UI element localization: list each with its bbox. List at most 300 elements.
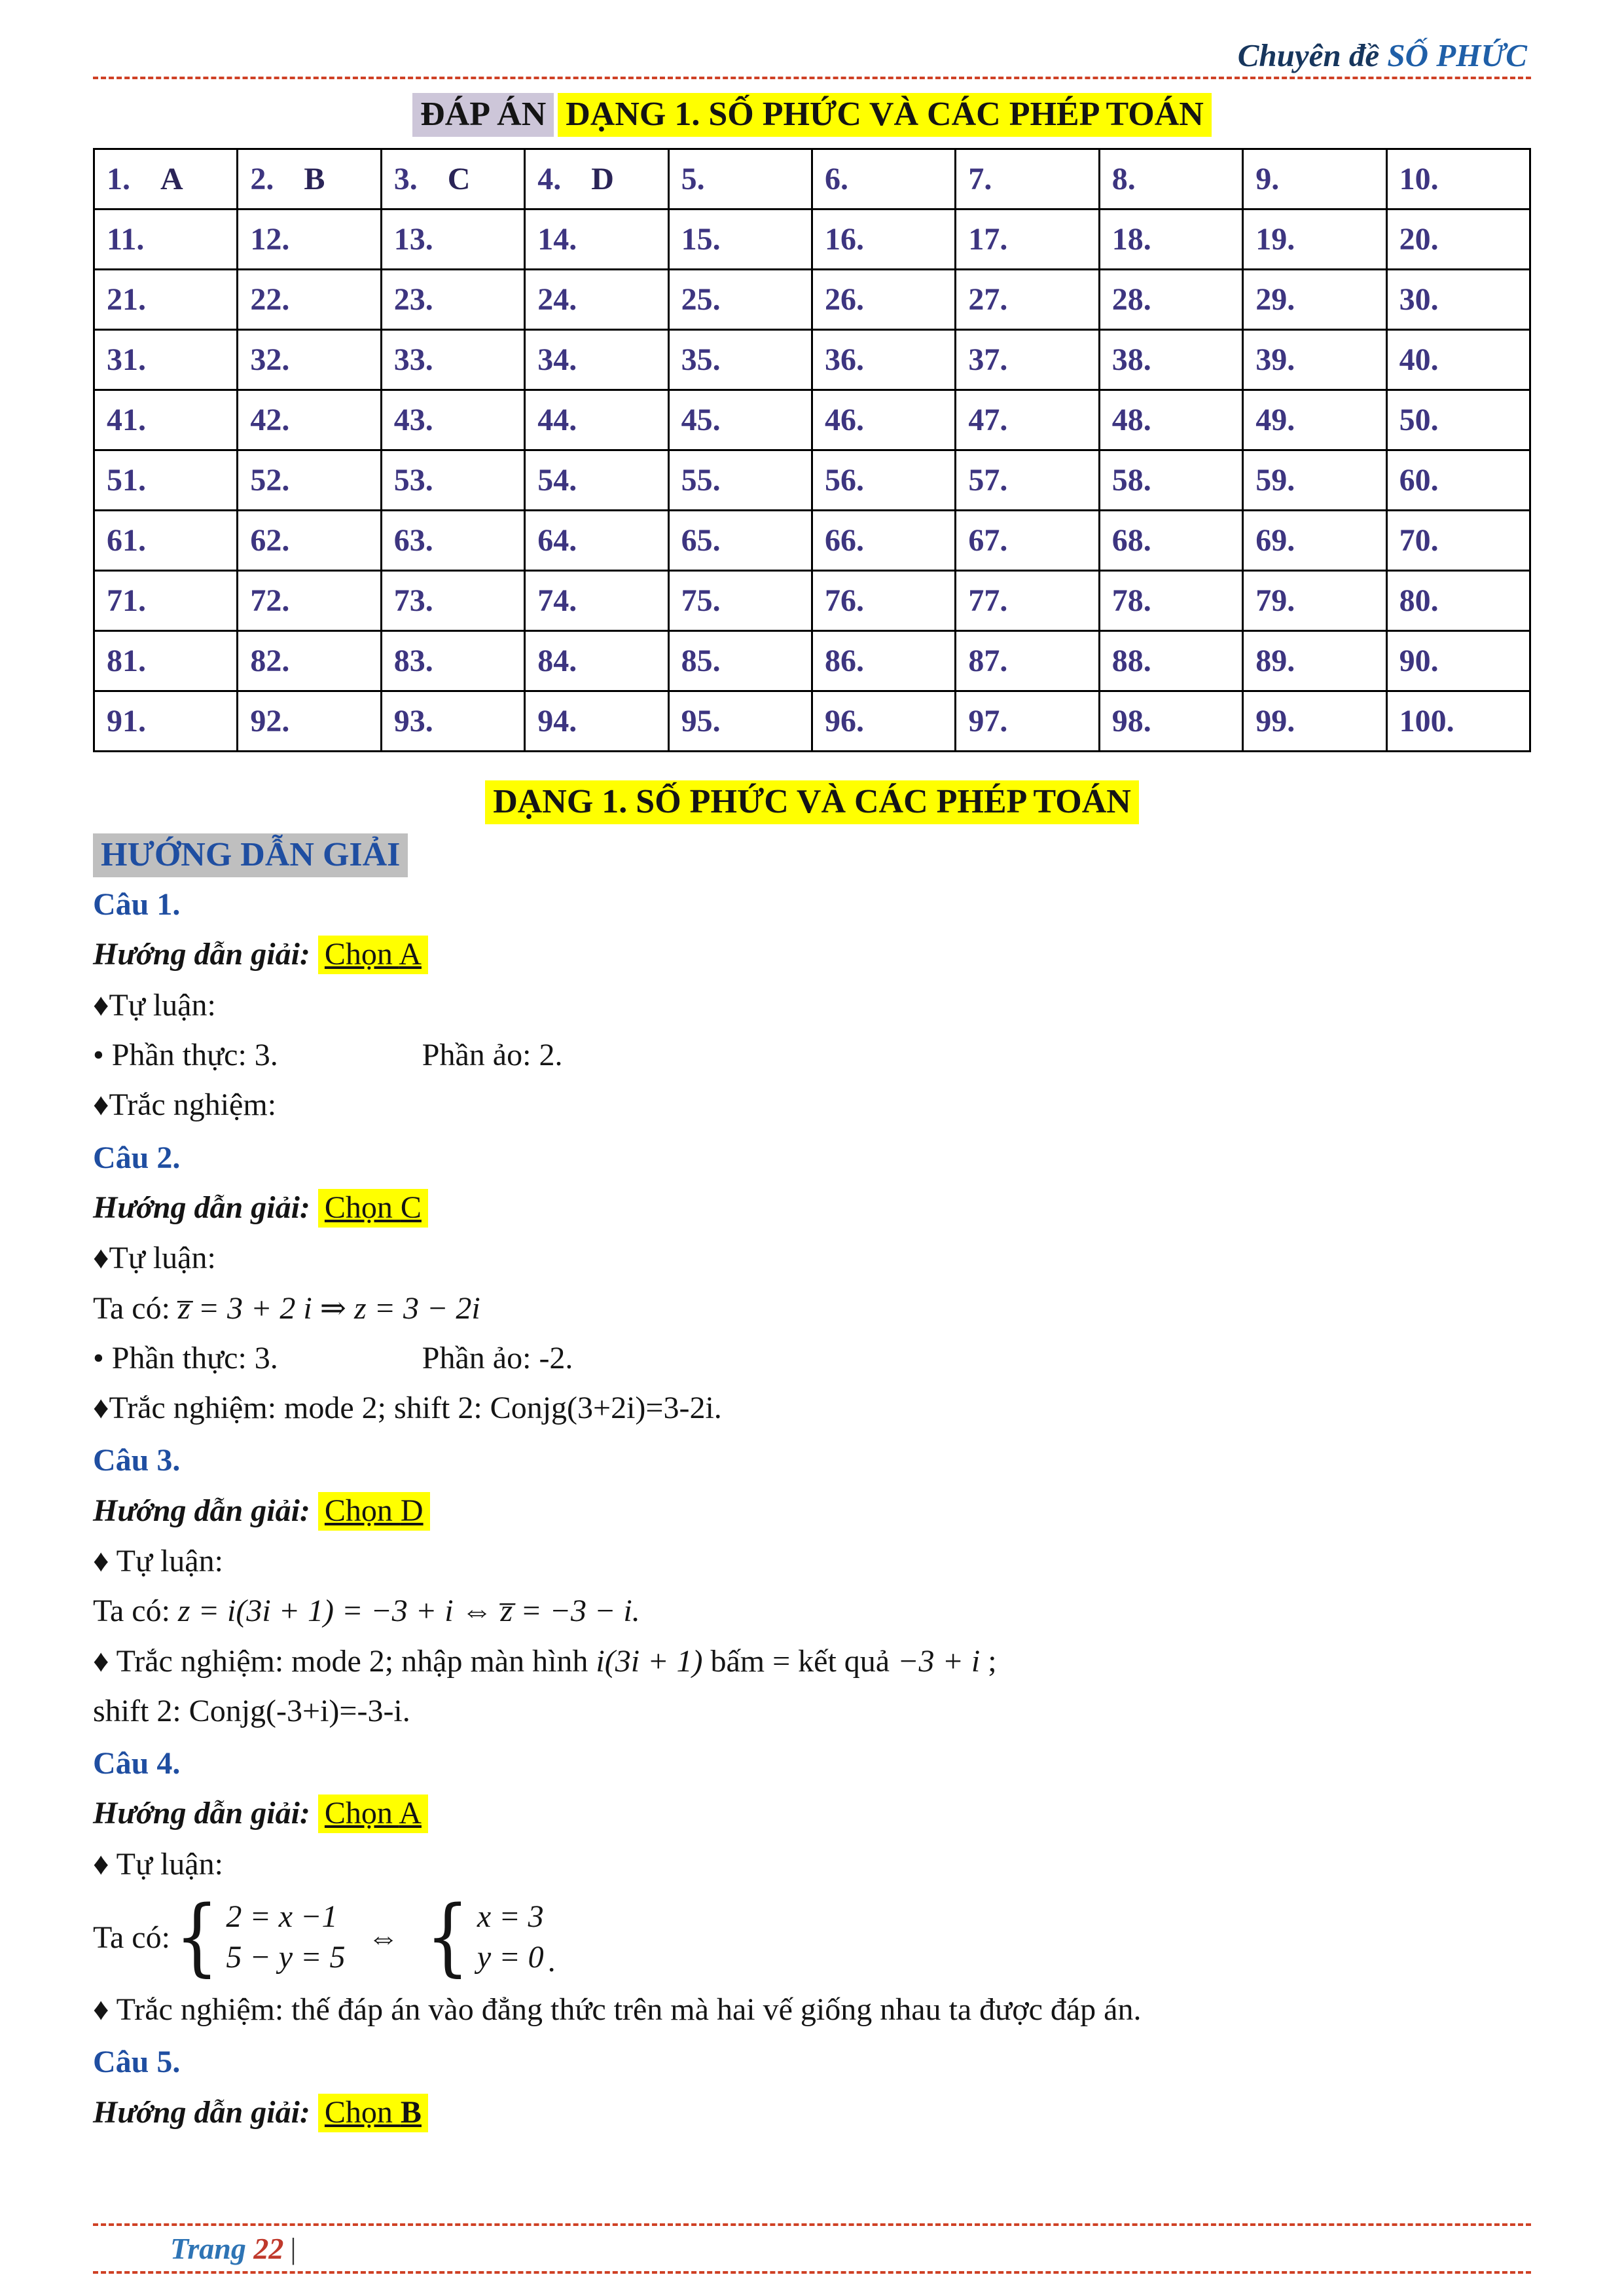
- footer-divider: [93, 2223, 1531, 2226]
- text-line: [93, 1590, 1531, 1633]
- guide-label: Hướng dẫn giải:: [93, 1493, 310, 1528]
- answer-cell: [1244, 692, 1387, 752]
- answer-cell: [1244, 331, 1387, 391]
- chosen-answer-letter: D: [400, 1493, 424, 1528]
- line-text: ♦ Trắc nghiệm: mode 2; nhập màn hình: [93, 1643, 596, 1679]
- question-label: Câu 5.: [93, 2045, 181, 2080]
- answer-number: 54.: [537, 463, 577, 498]
- answer-cell: [1388, 692, 1531, 752]
- answer-cell: [1244, 632, 1387, 692]
- answer-cell: [956, 150, 1100, 210]
- answer-cell: [813, 210, 956, 270]
- chon-word: Chọn: [324, 1493, 401, 1528]
- answer-cell: [670, 451, 813, 511]
- answer-cell: [526, 270, 669, 331]
- answer-cell: [1244, 150, 1387, 210]
- answer-cell: [813, 270, 956, 331]
- answer-number: 86.: [824, 644, 864, 678]
- answer-cell: [813, 331, 956, 391]
- answer-number: 22.: [250, 282, 290, 317]
- answer-cell: [956, 451, 1100, 511]
- footer-separator: |: [290, 2232, 297, 2265]
- answer-number: 4.: [537, 162, 562, 196]
- chosen-answer-letter: A: [399, 1796, 422, 1831]
- answer-number: 66.: [824, 523, 864, 558]
- section-title: [93, 782, 1531, 821]
- answer-number: 27.: [968, 282, 1008, 317]
- line-text: ;: [980, 1643, 997, 1679]
- answer-number: 63.: [393, 523, 433, 558]
- equation: y = 0: [477, 1940, 544, 1975]
- answer-number: 56.: [824, 463, 864, 498]
- answer-number: 61.: [107, 523, 146, 558]
- answer-number: 79.: [1255, 583, 1295, 618]
- equation-column: [477, 1897, 544, 1978]
- answer-number: 99.: [1255, 704, 1295, 738]
- answer-cell: [956, 511, 1100, 572]
- answer-cell: [1100, 451, 1244, 511]
- chon-word: Chọn: [324, 2094, 401, 2130]
- answer-number: 8.: [1111, 162, 1136, 196]
- answer-number: 42.: [250, 403, 290, 437]
- answer-cell: [1100, 270, 1244, 331]
- text-line: [93, 1387, 1531, 1430]
- question-block: [93, 1137, 1531, 1430]
- answer-cell: [238, 632, 382, 692]
- answer-number: 39.: [1255, 342, 1295, 377]
- answer-number: 71.: [107, 583, 146, 618]
- answer-number: 9.: [1255, 162, 1280, 196]
- question-block: [93, 1742, 1531, 2032]
- equation-group: [421, 1888, 544, 1986]
- answer-number: 7.: [968, 162, 992, 196]
- answer-cell: [1100, 632, 1244, 692]
- answer-cell: [1388, 210, 1531, 270]
- line-text: ♦ Tự luận:: [93, 1846, 223, 1882]
- answer-cell: [95, 632, 238, 692]
- answer-cell: [1244, 210, 1387, 270]
- answer-number: 18.: [1111, 222, 1151, 257]
- chosen-answer-highlight: [318, 1189, 428, 1228]
- text-line: [93, 1843, 1531, 1886]
- footer-page-label: Trang: [170, 2232, 254, 2265]
- answer-cell: [238, 511, 382, 572]
- answer-number: 14.: [537, 222, 577, 257]
- answer-number: 15.: [681, 222, 721, 257]
- answer-cell: [382, 572, 526, 632]
- answer-number: 87.: [968, 644, 1008, 678]
- answer-cell: [238, 692, 382, 752]
- answer-cell: [956, 270, 1100, 331]
- line-text: Ta có:: [93, 1594, 178, 1629]
- guide-line: [93, 1791, 1531, 1836]
- answer-cell: [1388, 511, 1531, 572]
- answer-number: 13.: [393, 222, 433, 257]
- answer-number: 3.: [393, 162, 418, 196]
- answer-number: 73.: [393, 583, 433, 618]
- line-text: ♦Tự luận:: [93, 1241, 216, 1276]
- answer-cell: [1100, 331, 1244, 391]
- left-brace: {: [175, 1888, 219, 1986]
- answer-number: 85.: [681, 644, 721, 678]
- answer-number: 76.: [824, 583, 864, 618]
- line-text: Phần ảo: 2.: [422, 1038, 563, 1073]
- answer-cell: [1388, 331, 1531, 391]
- footer-text: [93, 2231, 1531, 2266]
- answer-cell: [956, 692, 1100, 752]
- answer-cell: [526, 391, 669, 451]
- answer-cell: [95, 331, 238, 391]
- equation-column: [226, 1897, 345, 1978]
- answer-number: 10.: [1399, 162, 1439, 196]
- question-block: [93, 2041, 1531, 2135]
- answer-number: 81.: [107, 644, 146, 678]
- answer-number: 100.: [1399, 704, 1454, 738]
- answer-number: 1.: [107, 162, 130, 196]
- answer-cell: [95, 511, 238, 572]
- line-text: ♦ Trắc nghiệm: thế đáp án vào đẳng thức trên mà hai vế giống nhau ta được đáp án.: [93, 1992, 1142, 2028]
- chosen-answer-highlight: [318, 1795, 428, 1833]
- chon-word: Chọn: [324, 937, 399, 972]
- answer-cell: [1388, 451, 1531, 511]
- answer-cell: [813, 632, 956, 692]
- answer-cell: [95, 391, 238, 451]
- chosen-answer-letter: A: [399, 937, 422, 972]
- answer-cell: [382, 511, 526, 572]
- answer-cell: [1100, 391, 1244, 451]
- chon-word: Chọn: [324, 1190, 401, 1225]
- answer-cell: [1244, 572, 1387, 632]
- answer-number: 62.: [250, 523, 290, 558]
- answer-key-topic: DẠNG 1. SỐ PHỨC VÀ CÁC PHÉP TOÁN: [558, 93, 1212, 137]
- answer-cell: [526, 331, 669, 391]
- guide-label: Hướng dẫn giải:: [93, 937, 310, 972]
- footer-bottom-divider: [93, 2271, 1531, 2274]
- header-divider: [93, 77, 1531, 79]
- answer-number: 88.: [1111, 644, 1151, 678]
- chosen-answer-letter: C: [400, 1190, 422, 1225]
- line-text: • Phần thực: 3.: [93, 1340, 278, 1376]
- answer-number: 35.: [681, 342, 721, 377]
- answer-number: 60.: [1399, 463, 1439, 498]
- answer-cell: [526, 451, 669, 511]
- answer-cell: [95, 150, 238, 210]
- answer-number: 57.: [968, 463, 1008, 498]
- answer-number: 37.: [968, 342, 1008, 377]
- answer-number: 5.: [681, 162, 705, 196]
- text-line: [93, 1237, 1531, 1280]
- answer-number: 46.: [824, 403, 864, 437]
- chosen-answer-letter: B: [400, 2094, 422, 2130]
- guide-line: [93, 1185, 1531, 1231]
- answer-number: 82.: [250, 644, 290, 678]
- answer-cell: [1388, 572, 1531, 632]
- answer-cell: [526, 210, 669, 270]
- answer-number: 84.: [537, 644, 577, 678]
- answer-number: 80.: [1399, 583, 1439, 618]
- answer-number: 34.: [537, 342, 577, 377]
- answer-cell: [95, 572, 238, 632]
- answer-number: 67.: [968, 523, 1008, 558]
- text-line: [93, 1287, 1531, 1330]
- answer-cell: [526, 511, 669, 572]
- answer-letter: A: [160, 162, 183, 196]
- answer-number: 58.: [1111, 463, 1151, 498]
- answer-cell: [382, 150, 526, 210]
- guide-line: [93, 1488, 1531, 1534]
- line-text: ♦Trắc nghiệm:: [93, 1087, 277, 1123]
- answer-cell: [526, 632, 669, 692]
- answer-number: 70.: [1399, 523, 1439, 558]
- answer-number: 89.: [1255, 644, 1295, 678]
- answer-cell: [813, 451, 956, 511]
- answer-number: 24.: [537, 282, 577, 317]
- answer-number: 40.: [1399, 342, 1439, 377]
- answer-number: 20.: [1399, 222, 1439, 257]
- equation: 2 = x −1: [226, 1899, 338, 1934]
- answer-key-label: ĐÁP ÁN: [412, 93, 554, 137]
- answer-cell: [670, 572, 813, 632]
- chosen-answer-highlight: [318, 2094, 428, 2132]
- answer-cell: [382, 391, 526, 451]
- section-title-text: DẠNG 1. SỐ PHỨC VÀ CÁC PHÉP TOÁN: [485, 780, 1139, 824]
- answer-cell: [526, 572, 669, 632]
- answer-cell: [670, 331, 813, 391]
- answer-cell: [95, 451, 238, 511]
- equivalence-operator: ⇔: [367, 1920, 399, 1955]
- answer-cell: [670, 270, 813, 331]
- answer-number: 91.: [107, 704, 146, 738]
- answer-cell: [1388, 391, 1531, 451]
- text-line: [93, 984, 1531, 1027]
- question-block: [93, 1439, 1531, 1733]
- answer-number: 96.: [824, 704, 864, 738]
- answer-number: 59.: [1255, 463, 1295, 498]
- answer-number: 74.: [537, 583, 577, 618]
- answer-number: 38.: [1111, 342, 1151, 377]
- line-text: ♦Trắc nghiệm: mode 2; shift 2: Conjg(3+2i)=3-2i.: [93, 1391, 722, 1426]
- line-text: • Phần thực: 3.: [93, 1038, 278, 1073]
- text-line: [93, 1084, 1531, 1127]
- answer-number: 12.: [250, 222, 290, 257]
- answer-number: 17.: [968, 222, 1008, 257]
- answer-number: 95.: [681, 704, 721, 738]
- guide-line: [93, 932, 1531, 977]
- answer-key-title: [93, 95, 1531, 134]
- answer-number: 44.: [537, 403, 577, 437]
- answer-number: 90.: [1399, 644, 1439, 678]
- answer-number: 53.: [393, 463, 433, 498]
- answer-cell: [956, 572, 1100, 632]
- answer-number: 77.: [968, 583, 1008, 618]
- answer-cell: [670, 150, 813, 210]
- header-series-label: Chuyên đề: [1237, 37, 1388, 73]
- answer-number: 2.: [250, 162, 274, 196]
- answer-cell: [670, 391, 813, 451]
- math-expression: −3 + i: [897, 1643, 981, 1679]
- answer-cell: [382, 210, 526, 270]
- text-line: [93, 1540, 1531, 1583]
- answer-cell: [1244, 391, 1387, 451]
- line-text: Ta có:: [93, 1920, 170, 1955]
- guide-label: Hướng dẫn giải:: [93, 2094, 310, 2130]
- answer-cell: [238, 270, 382, 331]
- question-label: Câu 3.: [93, 1443, 181, 1478]
- text-line: [93, 1690, 1531, 1733]
- line-text: Phần ảo: -2.: [422, 1340, 573, 1376]
- answer-cell: [526, 150, 669, 210]
- answer-cell: [1100, 511, 1244, 572]
- answer-cell: [670, 210, 813, 270]
- answer-cell: [95, 270, 238, 331]
- answer-number: 68.: [1111, 523, 1151, 558]
- answer-number: 36.: [824, 342, 864, 377]
- page-header: [93, 37, 1531, 74]
- guide-line: [93, 2090, 1531, 2136]
- answer-number: 50.: [1399, 403, 1439, 437]
- line-text: ♦Tự luận:: [93, 987, 216, 1023]
- left-brace: {: [425, 1888, 470, 1986]
- answer-cell: [382, 270, 526, 331]
- answer-cell: [1100, 692, 1244, 752]
- answer-cell: [1244, 511, 1387, 572]
- answer-number: 52.: [250, 463, 290, 498]
- answer-cell: [95, 692, 238, 752]
- answer-cell: [238, 391, 382, 451]
- answer-number: 45.: [681, 403, 721, 437]
- chosen-answer-highlight: [318, 936, 428, 974]
- answer-cell: [670, 692, 813, 752]
- answer-number: 51.: [107, 463, 146, 498]
- answer-number: 49.: [1255, 403, 1295, 437]
- math-expression: z = i(3i + 1) = −3 + i ⇔ z̅ = −3 − i.: [177, 1594, 640, 1629]
- answer-cell: [670, 511, 813, 572]
- text-line: [93, 1337, 1531, 1380]
- answer-number: 75.: [681, 583, 721, 618]
- answer-cell: [238, 572, 382, 632]
- question-block: [93, 883, 1531, 1127]
- answer-number: 94.: [537, 704, 577, 738]
- answer-cell: [813, 391, 956, 451]
- answer-cell: [956, 391, 1100, 451]
- answer-cell: [1388, 632, 1531, 692]
- answer-cell: [1100, 210, 1244, 270]
- answer-number: 41.: [107, 403, 146, 437]
- answer-number: 16.: [824, 222, 864, 257]
- line-text: .: [547, 1944, 556, 1979]
- chosen-answer-highlight: [318, 1492, 430, 1531]
- answer-number: 98.: [1111, 704, 1151, 738]
- text-line: [93, 1988, 1531, 2032]
- answer-cell: [95, 210, 238, 270]
- answer-letter: C: [447, 162, 471, 196]
- answer-grid: [93, 148, 1531, 752]
- answer-number: 11.: [107, 222, 145, 257]
- header-topic-label: SỐ PHỨC: [1387, 37, 1527, 73]
- answer-number: 43.: [393, 403, 433, 437]
- answer-cell: [1100, 572, 1244, 632]
- text-line: [93, 1034, 1531, 1077]
- answer-number: 72.: [250, 583, 290, 618]
- answer-cell: [382, 632, 526, 692]
- answer-cell: [238, 150, 382, 210]
- answer-number: 21.: [107, 282, 146, 317]
- answer-cell: [813, 511, 956, 572]
- answer-number: 25.: [681, 282, 721, 317]
- answer-number: 55.: [681, 463, 721, 498]
- answer-number: 26.: [824, 282, 864, 317]
- solution-guide-heading: [93, 835, 1531, 874]
- math-expression: z̅ = 3 + 2 i ⇒ z = 3 − 2i: [177, 1290, 480, 1326]
- answer-cell: [238, 331, 382, 391]
- answer-cell: [813, 572, 956, 632]
- answer-cell: [526, 692, 669, 752]
- answer-number: 6.: [824, 162, 848, 196]
- line-text: ♦ Tự luận:: [93, 1544, 223, 1579]
- footer-page-number: 22: [253, 2232, 284, 2265]
- answer-number: 92.: [250, 704, 290, 738]
- answer-cell: [1100, 150, 1244, 210]
- answer-cell: [813, 150, 956, 210]
- answer-cell: [1388, 270, 1531, 331]
- answer-number: 23.: [393, 282, 433, 317]
- chon-word: Chọn: [324, 1796, 399, 1831]
- answer-cell: [670, 632, 813, 692]
- equation: x = 3: [477, 1899, 544, 1934]
- answer-number: 65.: [681, 523, 721, 558]
- answer-cell: [956, 632, 1100, 692]
- answer-letter: B: [304, 162, 325, 196]
- answer-number: 47.: [968, 403, 1008, 437]
- answer-cell: [956, 210, 1100, 270]
- answer-cell: [238, 451, 382, 511]
- answer-cell: [382, 451, 526, 511]
- answer-cell: [382, 331, 526, 391]
- guide-label: Hướng dẫn giải:: [93, 1190, 310, 1225]
- line-text: shift 2: Conjg(-3+i)=-3-i.: [93, 1693, 410, 1728]
- equation-system-line: [93, 1888, 1531, 1986]
- line-text: Ta có:: [93, 1290, 178, 1326]
- solution-guide-heading-text: HƯỚNG DẪN GIẢI: [93, 833, 408, 877]
- answer-number: 48.: [1111, 403, 1151, 437]
- answer-number: 33.: [393, 342, 433, 377]
- answer-number: 78.: [1111, 583, 1151, 618]
- answer-cell: [956, 331, 1100, 391]
- answer-number: 64.: [537, 523, 577, 558]
- page-footer: [93, 2223, 1531, 2274]
- answer-cell: [1388, 150, 1531, 210]
- answer-number: 28.: [1111, 282, 1151, 317]
- answer-letter: D: [591, 162, 614, 196]
- question-label: Câu 1.: [93, 887, 181, 922]
- answer-number: 83.: [393, 644, 433, 678]
- answer-number: 29.: [1255, 282, 1295, 317]
- answer-number: 93.: [393, 704, 433, 738]
- questions: [93, 883, 1531, 2135]
- guide-label: Hướng dẫn giải:: [93, 1796, 310, 1831]
- answer-cell: [382, 692, 526, 752]
- question-label: Câu 2.: [93, 1140, 181, 1175]
- answer-number: 19.: [1255, 222, 1295, 257]
- line-text: bấm = kết quả: [702, 1643, 898, 1679]
- answer-number: 30.: [1399, 282, 1439, 317]
- answer-number: 69.: [1255, 523, 1295, 558]
- answer-number: 97.: [968, 704, 1008, 738]
- answer-cell: [238, 210, 382, 270]
- answer-number: 32.: [250, 342, 290, 377]
- answer-cell: [1244, 270, 1387, 331]
- answer-number: 31.: [107, 342, 146, 377]
